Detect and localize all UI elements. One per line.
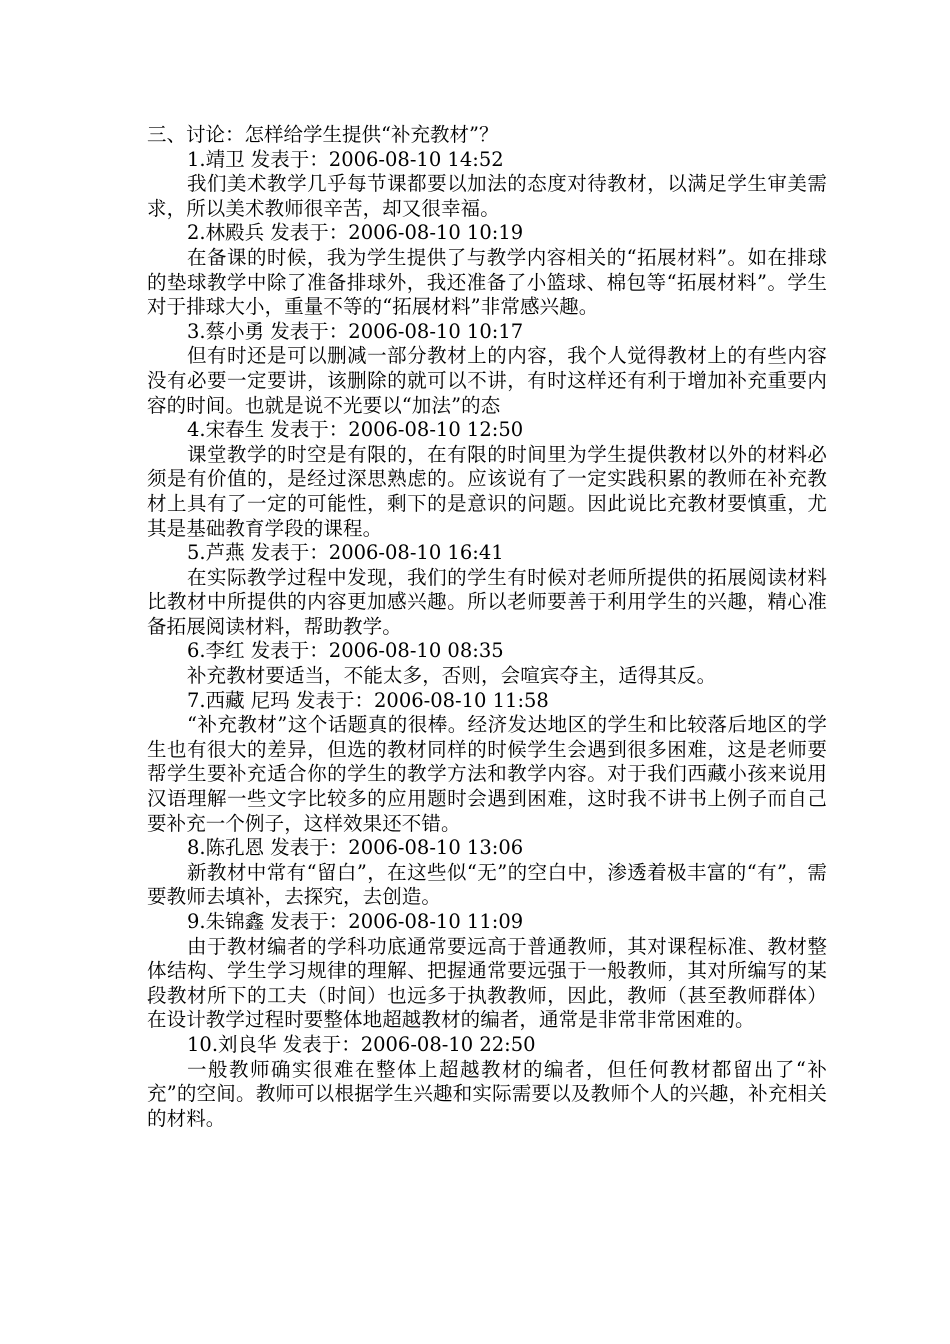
discussion-entry (147, 148, 827, 222)
section-heading: 三、讨论：怎样给学生提供“补充教材”？ (147, 123, 499, 146)
entry-body: “补充教材”这个话题真的很棒。经济发达地区的学生和比较落后地区的学生也有很大的差异，但选的教材同样的时候学生会遇到很多困难，这是老师要帮学生要补充适合你的学生的教学方法和教学内容。对于我们西藏小孩来说用汉语理解一些文字比较多的应用题时会遇到困难，这时我不讲书上例子而自己要补充一个例子，这样效果还不错。 (147, 713, 827, 835)
entry-header: 9.朱锦鑫 发表于：2006-08-10 11:09 (187, 910, 524, 933)
entry-body: 在实际教学过程中发现，我们的学生有时候对老师所提供的拓展阅读材料比教材中所提供的内容更加感兴趣。所以老师要善于利用学生的兴趣，精心准备拓展阅读材料，帮助教学。 (147, 565, 827, 638)
entry-body: 我们美术教学几乎每节课都要以加法的态度对待教材，以满足学生审美需求，所以美术教师很辛苦，却又很幸福。 (147, 172, 827, 220)
discussion-entry (147, 836, 827, 910)
entry-header: 1.靖卫 发表于：2006-08-10 14:52 (187, 147, 504, 171)
entry-header: 3.蔡小勇 发表于：2006-08-10 10:17 (187, 319, 524, 343)
entry-header: 2.林殿兵 发表于：2006-08-10 10:19 (187, 221, 524, 245)
discussion-entry (147, 221, 827, 319)
entry-header: 5.芦燕 发表于：2006-08-10 16:41 (187, 541, 504, 565)
entry-body: 由于教材编者的学科功底通常要远高于普通教师，其对课程标准、教材整体结构、学生学习规律的理解、把握通常要远强于一般教师，其对所编写的某段教材所下的工夫（时间）也远多于执教教师，因此，教师（甚至教师群体）在设计教学过程时要整体地超越教材的编者，通常是非常非常困难的。 (147, 934, 827, 1032)
entry-header: 10.刘良华 发表于：2006-08-10 22:50 (187, 1032, 536, 1056)
entry-body: 新教材中常有“留白”，在这些似“无”的空白中，渗透着极丰富的“有”，需要教师去填补，去探究，去创造。 (147, 860, 827, 909)
entry-body: 课堂教学的时空是有限的，在有限的时间里为学生提供教材以外的材料必须是有价值的，是经过深思熟虑的。应该说有了一定实践积累的教师在补充教材上具有了一定的可能性，剩下的是意识的问题。因此说比充教材要慎重，尤其是基础教育学段的课程。 (147, 442, 827, 540)
discussion-entry (147, 1033, 827, 1131)
discussion-entry (147, 541, 827, 639)
discussion-entry (147, 320, 827, 418)
discussion-entry (147, 910, 827, 1033)
entry-body: 补充教材要适当，不能太多，否则，会喧宾夺主，适得其反。 (187, 664, 717, 688)
entry-header: 6.李红 发表于：2006-08-10 08:35 (187, 639, 504, 663)
entry-body: 但有时还是可以删减一部分教材上的内容，我个人觉得教材上的有些内容没有必要一定要讲，该删除的就可以不讲，有时这样还有利于增加补充重要内容的时间。也就是说不光要以“加法”的态 (147, 344, 827, 417)
document-page (147, 123, 827, 1131)
discussion-entry (147, 418, 827, 541)
entry-header: 7.西藏 尼玛 发表于：2006-08-10 11:58 (187, 688, 549, 712)
entry-header: 4.宋春生 发表于：2006-08-10 12:50 (187, 418, 524, 442)
entry-header: 8.陈孔恩 发表于：2006-08-10 13:06 (187, 836, 524, 860)
discussion-entry (147, 639, 827, 688)
entry-body: 在备课的时候，我为学生提供了与教学内容相关的“拓展材料”。如在排球的垫球教学中除了准备排球外，我还准备了小篮球、棉包等“拓展材料”。学生对于排球大小，重量不等的“拓展材料”非常感兴趣。 (147, 245, 827, 319)
discussion-entry (147, 689, 827, 837)
entry-body: 一般教师确实很难在整体上超越教材的编者，但任何教材都留出了“补充”的空间。教师可以根据学生兴趣和实际需要以及教师个人的兴趣，补充相关的材料。 (147, 1057, 827, 1130)
